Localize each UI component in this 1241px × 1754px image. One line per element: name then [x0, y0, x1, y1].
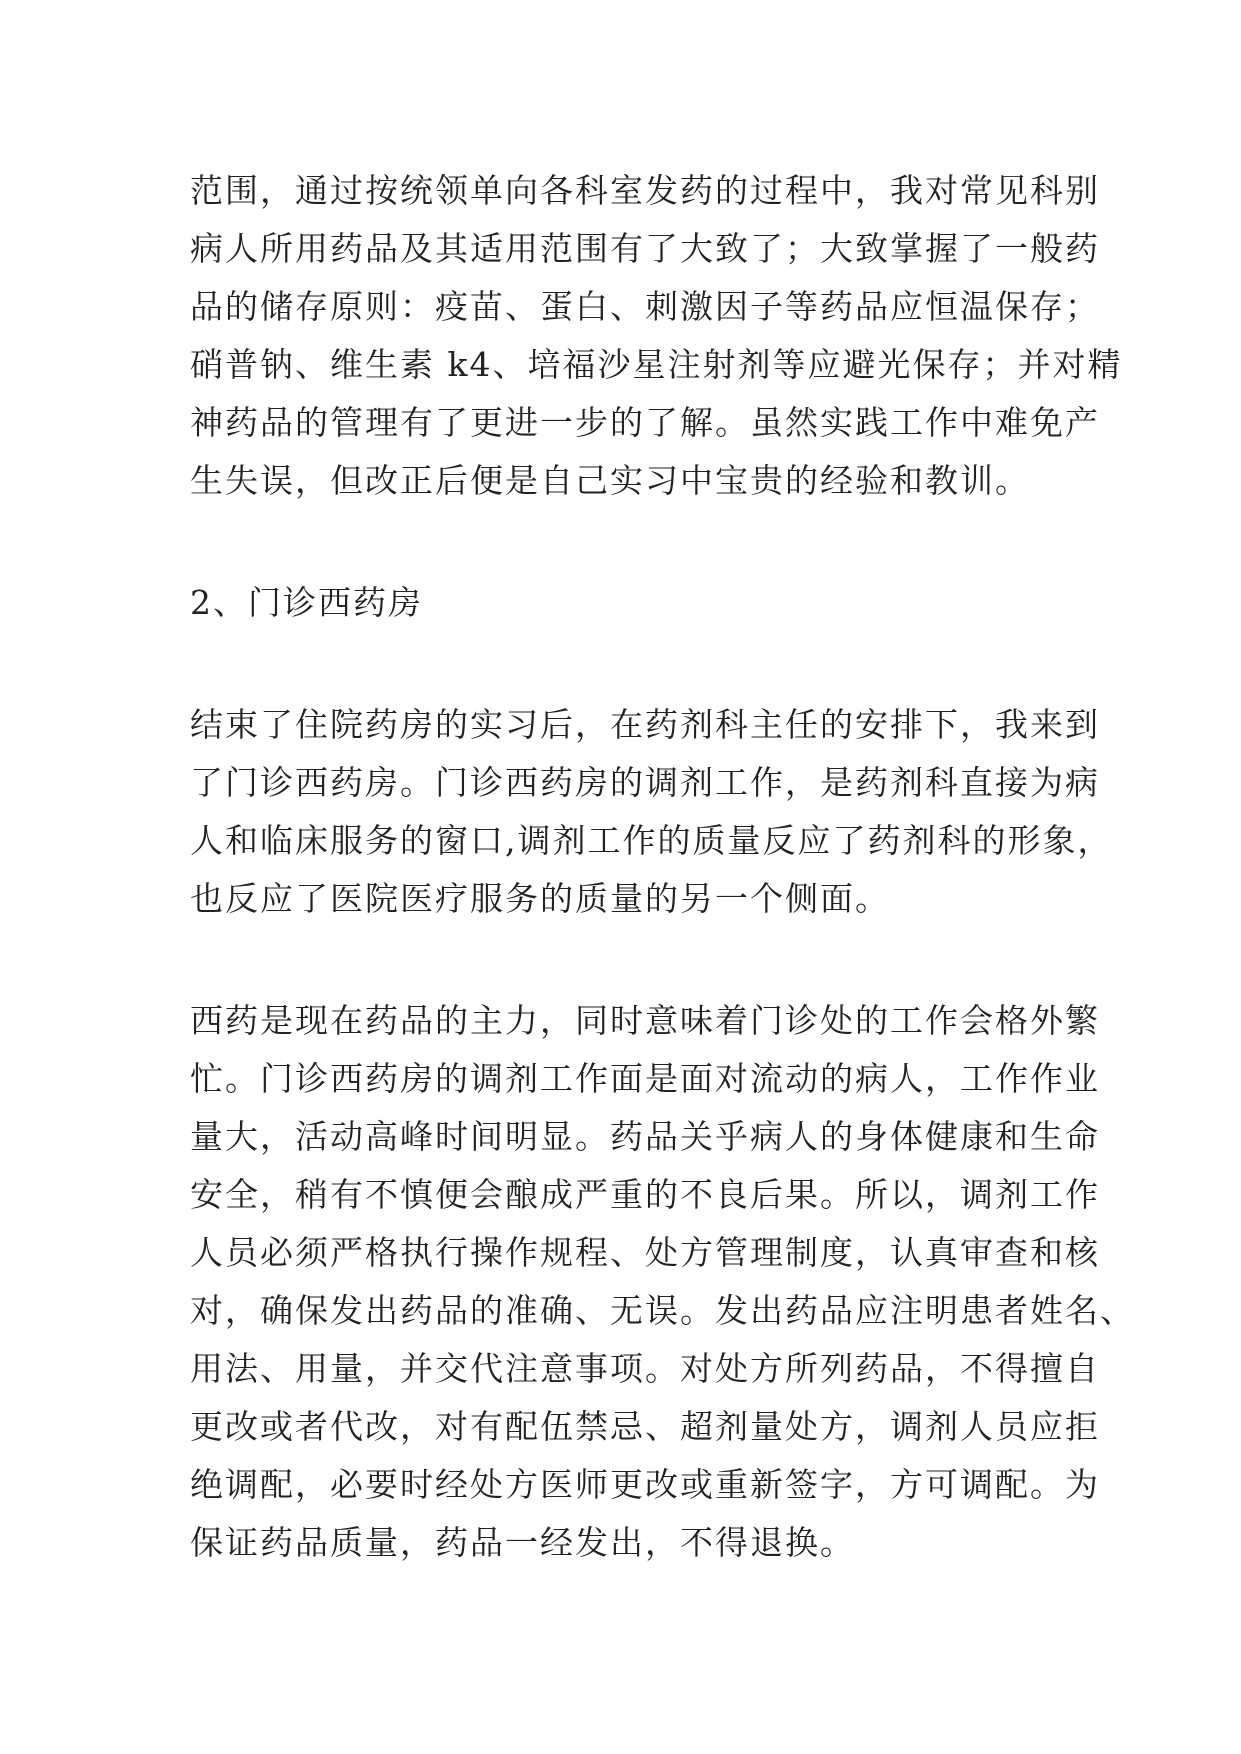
document-body	[190, 162, 1135, 1572]
text-line: 对，确保发出药品的准确、无误。发出药品应注明患者姓名、	[190, 1291, 1135, 1330]
text-line: 范围，通过按统领单向各科室发药的过程中，我对常见科别	[190, 171, 1100, 210]
text-line: 更改或者代改，对有配伍禁忌、超剂量处方，调剂人员应拒	[190, 1407, 1100, 1446]
text-line: 也反应了医院医疗服务的质量的另一个侧面。	[190, 879, 890, 918]
text-line: 安全，稍有不慎便会酿成严重的不良后果。所以，调剂工作	[190, 1175, 1100, 1214]
text-line: 了门诊西药房。门诊西药房的调剂工作，是药剂科直接为病	[190, 763, 1100, 802]
section-heading	[190, 574, 1060, 632]
text-line: 结束了住院药房的实习后，在药剂科主任的安排下，我来到	[190, 705, 1100, 744]
text-line: 病人所用药品及其适用范围有了大致了；大致掌握了一般药	[190, 229, 1100, 268]
text-line: 绝调配，必要时经处方医师更改或重新签字，方可调配。为	[190, 1465, 1100, 1504]
text-line: 保证药品质量，药品一经发出，不得退换。	[190, 1523, 855, 1562]
text-line: 品的储存原则：疫苗、蛋白、刺激因子等药品应恒温保存；	[190, 287, 1100, 326]
text-line: 神药品的管理有了更进一步的了解。虽然实践工作中难免产	[190, 403, 1100, 442]
text-line: 忙。门诊西药房的调剂工作面是面对流动的病人，工作作业	[190, 1059, 1100, 1098]
text-line: 用法、用量，并交代注意事项。对处方所列药品，不得擅自	[190, 1349, 1100, 1388]
text-line: 生失误，但改正后便是自己实习中宝贵的经验和教训。	[190, 461, 1030, 500]
text-line: 硝普钠、维生素 k4、培福沙星注射剂等应避光保存；并对精	[190, 345, 1123, 384]
paragraph-3	[190, 992, 1135, 1572]
text-line: 人员必须严格执行操作规程、处方管理制度，认真审查和核	[190, 1233, 1100, 1272]
paragraph-spacer	[190, 510, 1060, 574]
paragraph-2	[190, 696, 1113, 928]
paragraph-spacer	[190, 632, 1060, 696]
text-line: 西药是现在药品的主力，同时意味着门诊处的工作会格外繁	[190, 1001, 1100, 1040]
paragraph-1	[190, 162, 1123, 510]
paragraph-spacer	[190, 928, 1060, 992]
text-line: 人和临床服务的窗口,调剂工作的质量反应了药剂科的形象，	[190, 821, 1113, 860]
section-heading-text: 2、门诊西药房	[190, 583, 423, 622]
text-line: 量大，活动高峰时间明显。药品关乎病人的身体健康和生命	[190, 1117, 1100, 1156]
